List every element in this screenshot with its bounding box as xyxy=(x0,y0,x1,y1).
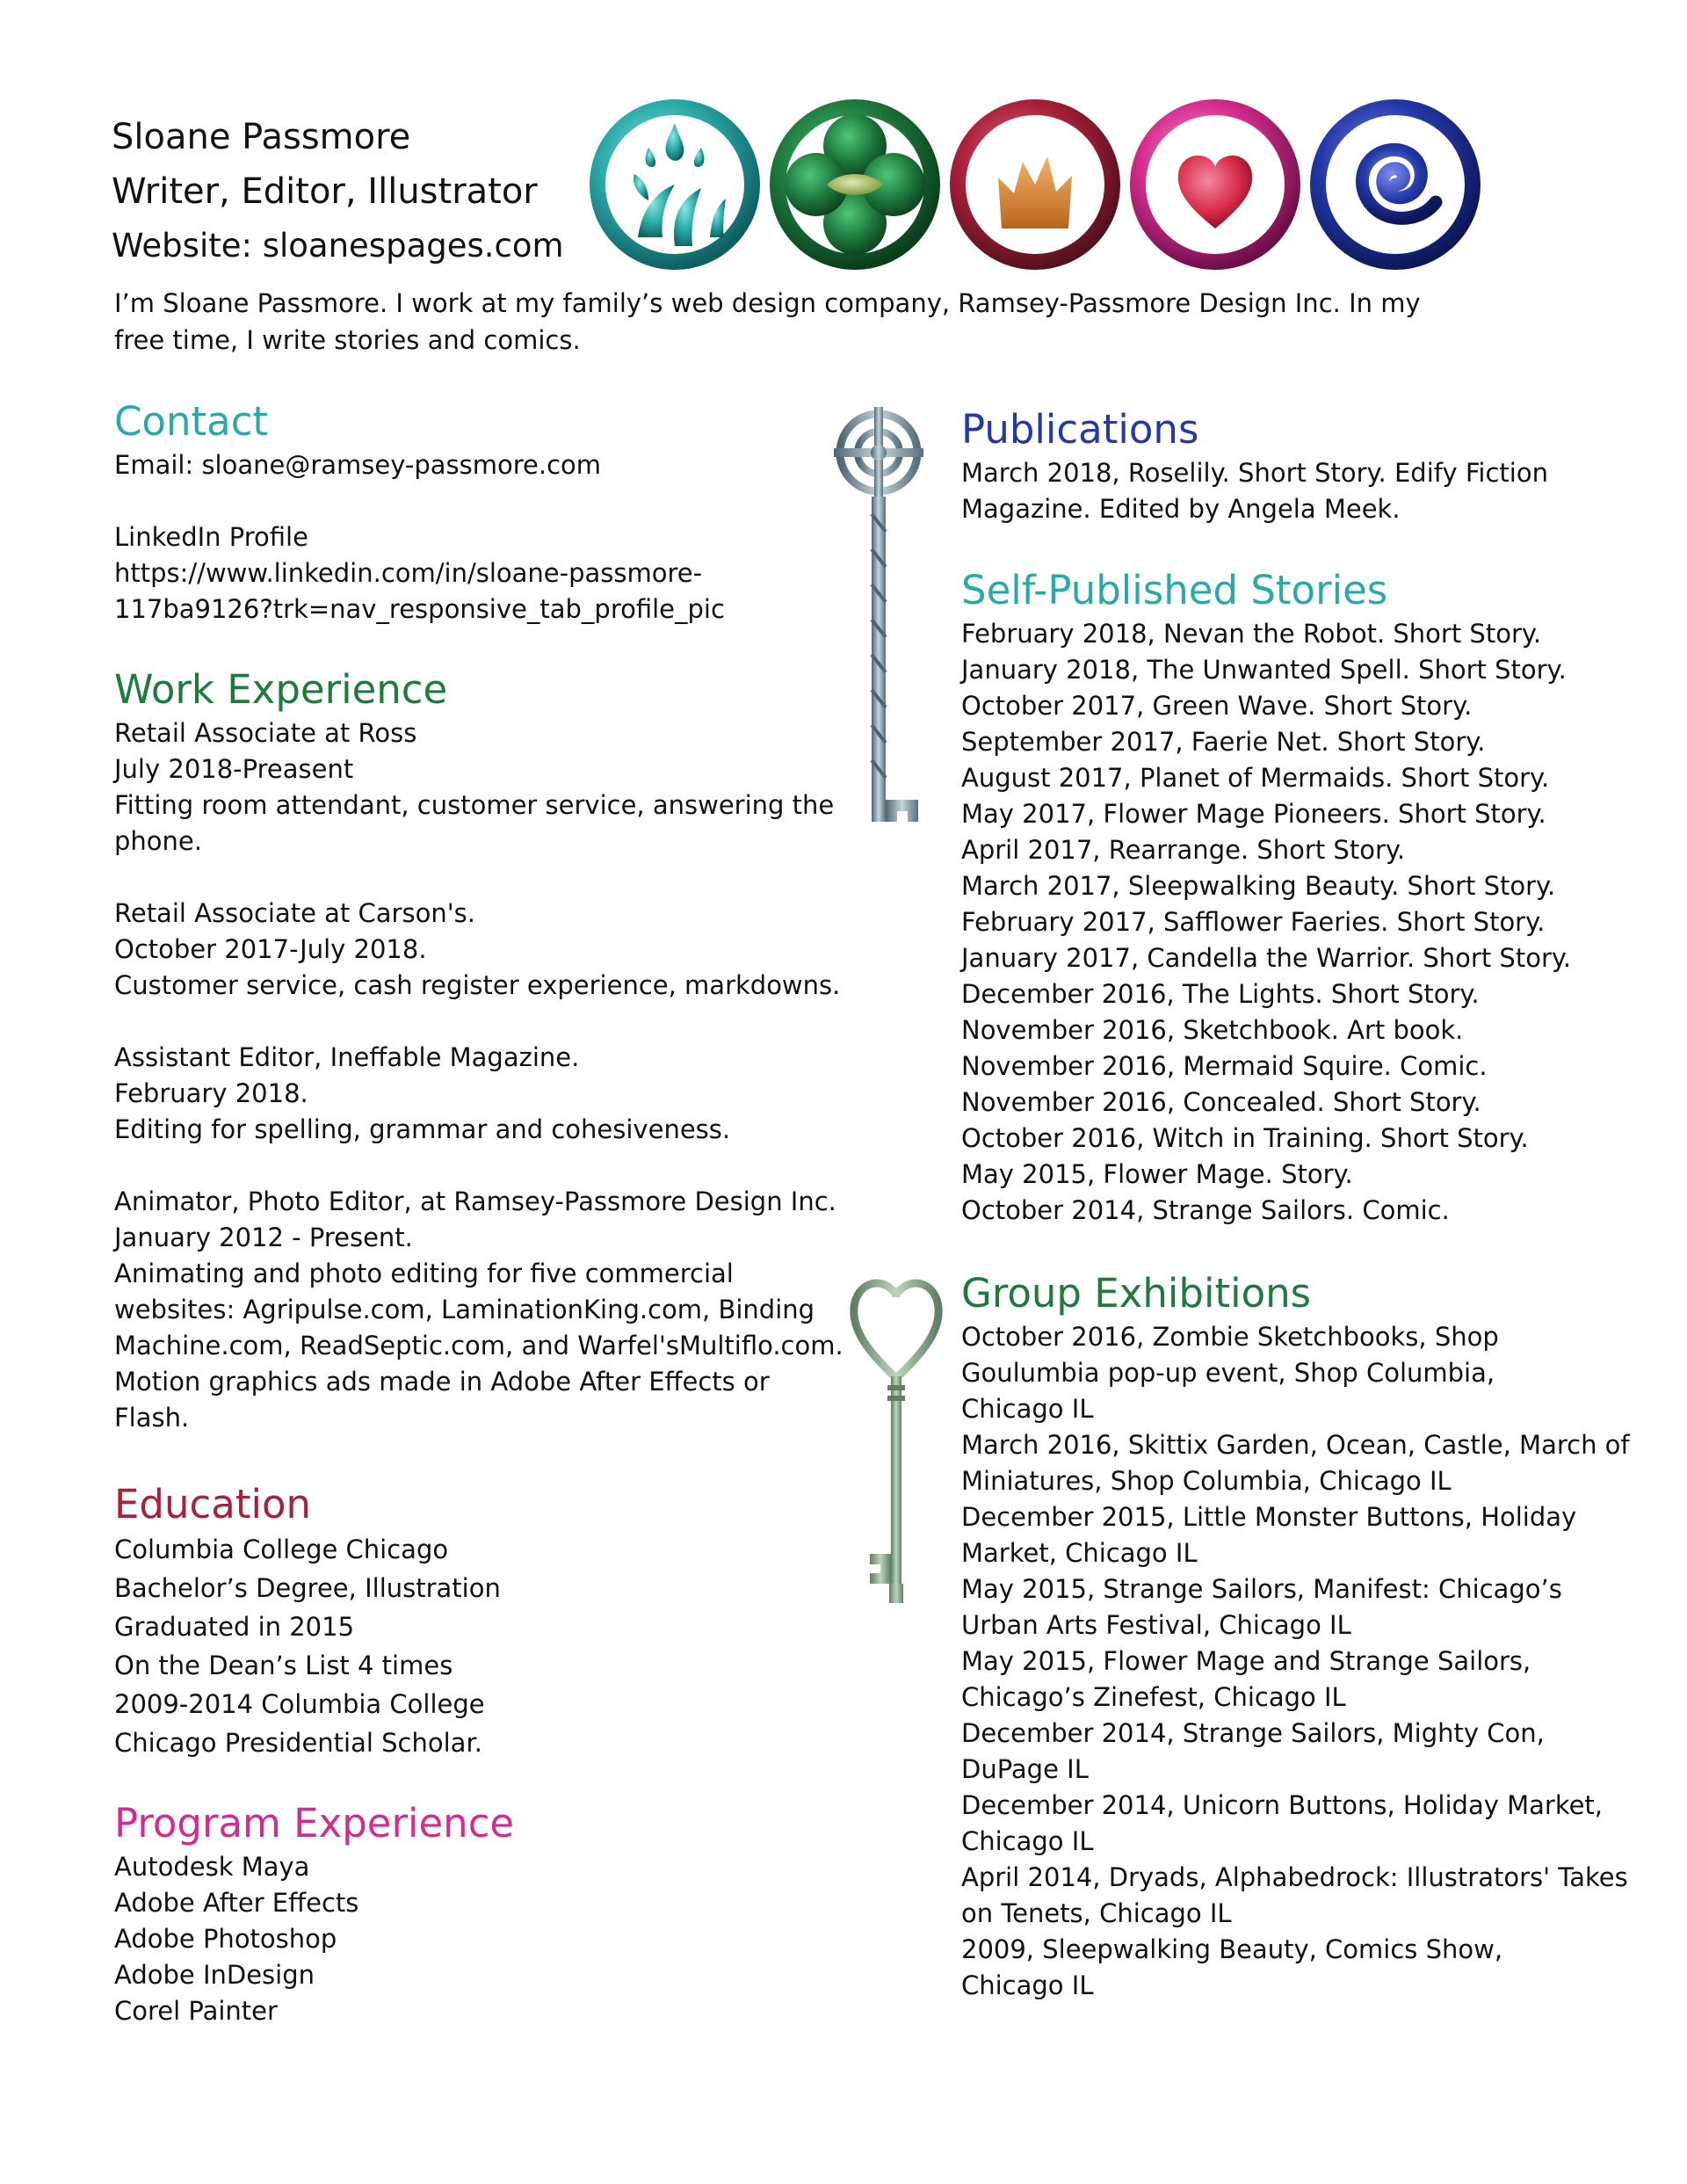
contact-section xyxy=(114,396,725,628)
work-section xyxy=(114,664,844,1436)
exhibition-line: May 2015, Flower Mage and Strange Sailors, xyxy=(961,1646,1531,1676)
program-item: Autodesk Maya xyxy=(114,1852,310,1882)
exhibition-line: Goulumbia pop-up event, Shop Columbia, xyxy=(961,1358,1495,1388)
story-item: September 2017, Faerie Net. Short Story. xyxy=(961,727,1486,757)
story-item: October 2017, Green Wave. Short Story. xyxy=(961,691,1473,721)
exhibition-line: 2009, Sleepwalking Beauty, Comics Show, xyxy=(961,1934,1503,1964)
work-title: Work Experience xyxy=(114,666,448,713)
four-leaf-clover-medallion-icon xyxy=(767,97,943,272)
exhibition-line: Chicago IL xyxy=(961,1826,1094,1856)
education-title: Education xyxy=(114,1481,312,1527)
work-body xyxy=(114,715,844,1436)
story-item: May 2015, Flower Mage. Story. xyxy=(961,1159,1353,1189)
contact-linkedin-url: https://www.linkedin.com/in/sloane-passmore- xyxy=(114,558,703,588)
education-body xyxy=(114,1530,501,1762)
exhibition-line: Market, Chicago IL xyxy=(961,1538,1198,1568)
program-item: Adobe After Effects xyxy=(114,1888,359,1918)
programs-section xyxy=(114,1798,514,2029)
program-item: Adobe Photoshop xyxy=(114,1924,337,1954)
heart-medallion-icon xyxy=(1127,97,1303,272)
story-item: October 2014, Strange Sailors. Comic. xyxy=(961,1195,1450,1225)
work-line: Retail Associate at Ross xyxy=(114,718,417,748)
ornate-compass-key-icon xyxy=(830,400,927,839)
self-published-body xyxy=(961,616,1571,1229)
program-item: Adobe InDesign xyxy=(114,1960,315,1990)
contact-linkedin-url-cont: 117ba9126?trk=nav_responsive_tab_profile_pic xyxy=(114,594,725,624)
contact-linkedin-label: LinkedIn Profile xyxy=(114,522,308,552)
heart-key-icon xyxy=(844,1264,949,1615)
exhibition-line: October 2016, Zombie Sketchbooks, Shop xyxy=(961,1322,1499,1352)
education-line: Chicago Presidential Scholar. xyxy=(114,1728,482,1758)
resume-name: Sloane Passmore xyxy=(112,117,411,157)
work-line: Fitting room attendant, customer service, answering the xyxy=(114,790,835,820)
work-line: Animating and photo editing for five commercial xyxy=(114,1259,734,1288)
story-item: February 2017, Safflower Faeries. Short Story. xyxy=(961,907,1546,937)
exhibition-line: on Tenets, Chicago IL xyxy=(961,1898,1232,1928)
story-item: November 2016, Concealed. Short Story. xyxy=(961,1087,1481,1117)
work-line: Flash. xyxy=(114,1403,190,1433)
exhibition-line: Miniatures, Shop Columbia, Chicago IL xyxy=(961,1466,1452,1496)
contact-email: Email: sloane@ramsey-passmore.com xyxy=(114,450,602,480)
education-section xyxy=(114,1479,501,1762)
work-line: Editing for spelling, grammar and cohesiveness. xyxy=(114,1114,731,1144)
story-item: November 2016, Mermaid Squire. Comic. xyxy=(961,1051,1488,1081)
education-line: On the Dean’s List 4 times xyxy=(114,1651,453,1680)
work-line: Animator, Photo Editor, at Ramsey-Passmore Design Inc. xyxy=(114,1186,836,1216)
story-item: January 2017, Candella the Warrior. Short Story. xyxy=(961,943,1572,973)
work-line: Customer service, cash register experience, markdowns. xyxy=(114,970,841,1000)
story-item: May 2017, Flower Mage Pioneers. Short Story. xyxy=(961,799,1546,829)
education-line: Bachelor’s Degree, Illustration xyxy=(114,1573,501,1603)
work-line: websites: Agripulse.com, LaminationKing.com, Binding xyxy=(114,1295,815,1324)
story-item: January 2018, The Unwanted Spell. Short Story. xyxy=(961,655,1567,685)
header xyxy=(112,110,564,273)
intro-paragraph: I’m Sloane Passmore. I work at my family’s web design company, Ramsey-Passmore Design Inc. In my free time, I write stories and comics. xyxy=(114,288,1421,355)
work-line: Assistant Editor, Ineffable Magazine. xyxy=(114,1042,580,1072)
story-item: April 2017, Rearrange. Short Story. xyxy=(961,835,1406,865)
work-line: phone. xyxy=(114,826,202,856)
exhibition-line: Urban Arts Festival, Chicago IL xyxy=(961,1610,1351,1640)
exhibition-line: April 2014, Dryads, Alphabedrock: Illustrators' Takes xyxy=(961,1862,1628,1892)
exhibition-line: Chicago IL xyxy=(961,1394,1094,1424)
contact-title: Contact xyxy=(114,398,269,445)
spacer xyxy=(114,1148,844,1184)
program-item: Corel Painter xyxy=(114,1996,278,2026)
exhibition-line: Chicago IL xyxy=(961,1970,1094,2000)
exhibition-line: Chicago’s Zinefest, Chicago IL xyxy=(961,1682,1346,1712)
education-line: Graduated in 2015 xyxy=(114,1612,355,1642)
story-item: October 2016, Witch in Training. Short Story. xyxy=(961,1123,1529,1153)
education-line: 2009-2014 Columbia College xyxy=(114,1689,485,1719)
exhibition-line: December 2014, Unicorn Buttons, Holiday Market, xyxy=(961,1790,1604,1820)
story-item: December 2016, The Lights. Short Story. xyxy=(961,979,1480,1009)
self-published-title: Self-Published Stories xyxy=(961,567,1388,613)
work-line: October 2017-July 2018. xyxy=(114,934,427,964)
exhibitions-title: Group Exhibitions xyxy=(961,1270,1312,1317)
water-plant-medallion-icon xyxy=(587,97,763,272)
publication-line: March 2018, Roselily. Short Story. Edify Fiction xyxy=(961,458,1548,488)
story-item: August 2017, Planet of Mermaids. Short Story. xyxy=(961,763,1550,793)
crown-flame-medallion-icon xyxy=(947,97,1123,272)
work-line: Motion graphics ads made in Adobe After Effects or xyxy=(114,1367,770,1397)
medallion-row xyxy=(587,97,1474,272)
work-line: January 2012 - Present. xyxy=(114,1223,413,1252)
self-published-section xyxy=(961,565,1571,1229)
spacer xyxy=(114,860,844,896)
programs-body xyxy=(114,1849,514,2029)
resume-roles: Writer, Editor, Illustrator xyxy=(112,171,538,212)
story-item: March 2017, Sleepwalking Beauty. Short Story. xyxy=(961,871,1556,901)
exhibition-line: December 2015, Little Monster Buttons, Holiday xyxy=(961,1502,1577,1532)
exhibition-line: December 2014, Strange Sailors, Mighty Con, xyxy=(961,1718,1545,1748)
publications-body xyxy=(961,455,1548,527)
publication-line: Magazine. Edited by Angela Meek. xyxy=(961,494,1401,524)
contact-body xyxy=(114,447,725,628)
publications-title: Publications xyxy=(961,406,1199,453)
exhibition-line: DuPage IL xyxy=(961,1754,1089,1784)
spacer xyxy=(114,1004,844,1040)
publications-section xyxy=(961,404,1548,527)
work-line: July 2018-Preasent xyxy=(114,754,354,784)
exhibitions-body xyxy=(961,1319,1630,2004)
exhibition-line: May 2015, Strange Sailors, Manifest: Chicago’s xyxy=(961,1574,1562,1604)
exhibition-line: March 2016, Skittix Garden, Ocean, Castle, March of xyxy=(961,1430,1630,1460)
work-line: Retail Associate at Carson's. xyxy=(114,898,475,928)
programs-title: Program Experience xyxy=(114,1800,515,1847)
resume-website: Website: sloanespages.com xyxy=(112,227,564,265)
story-item: November 2016, Sketchbook. Art book. xyxy=(961,1015,1464,1045)
spacer xyxy=(114,483,725,519)
work-line: February 2018. xyxy=(114,1078,308,1108)
work-line: Machine.com, ReadSeptic.com, and Warfel'sMultiflo.com. xyxy=(114,1331,844,1360)
spiral-medallion-icon xyxy=(1307,97,1483,272)
education-line: Columbia College Chicago xyxy=(114,1535,449,1564)
exhibitions-section xyxy=(961,1268,1630,2004)
story-item: February 2018, Nevan the Robot. Short Story. xyxy=(961,619,1542,649)
